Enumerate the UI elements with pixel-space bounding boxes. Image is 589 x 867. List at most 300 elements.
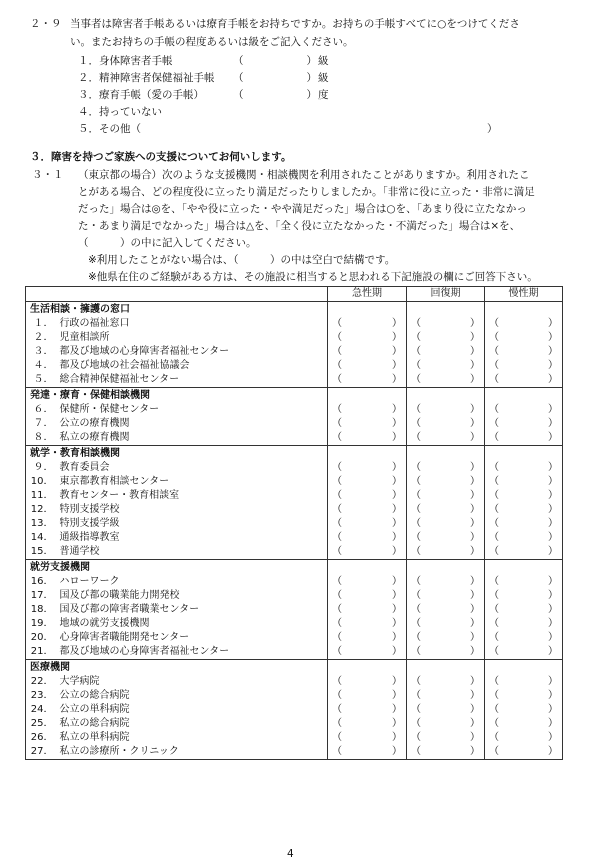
item-name: 都及び地域の心身障害者福祉センター [56, 645, 328, 660]
close-paren: ） [548, 476, 558, 487]
q31-instruction-line: だった」場合は◎を、「やや役に立った・やや満足だった」場合は○を、「あまり役に立たなかっ [78, 203, 527, 215]
item-number: ９． [26, 461, 56, 475]
item-number: ６． [26, 403, 56, 417]
table-section-row [26, 660, 563, 676]
table-row [26, 575, 563, 589]
rating-cell-recovery[interactable] [407, 317, 485, 331]
rating-cell-chronic[interactable] [485, 617, 563, 631]
rating-cell-recovery[interactable] [407, 545, 485, 560]
open-paren: （ [489, 704, 499, 715]
rating-cell-acute[interactable] [328, 689, 407, 703]
table-row [26, 461, 563, 475]
open-paren: （ [411, 404, 421, 415]
table-row [26, 475, 563, 489]
close-paren: ） [548, 632, 558, 643]
rating-cell-chronic[interactable] [485, 331, 563, 345]
table-row [26, 373, 563, 388]
close-paren: ） [548, 418, 558, 429]
close-paren: ） [470, 432, 480, 443]
open-paren: （ [332, 590, 342, 601]
rating-cell-acute[interactable] [328, 745, 407, 760]
rating-cell-acute[interactable] [328, 631, 407, 645]
close-paren: ） [392, 418, 402, 429]
rating-cell-chronic[interactable] [485, 503, 563, 517]
rating-cell-recovery[interactable] [407, 403, 485, 417]
open-paren: （ [332, 476, 342, 487]
item-name: 教育委員会 [56, 461, 328, 475]
open-paren: （ [332, 318, 342, 329]
rating-cell-chronic[interactable] [485, 745, 563, 760]
open-paren: （ [489, 404, 499, 415]
rating-cell-recovery[interactable] [407, 603, 485, 617]
close-paren: ） [470, 632, 480, 643]
rating-cell-recovery[interactable] [407, 517, 485, 531]
close-paren: ） [392, 462, 402, 473]
table-row [26, 359, 563, 373]
rating-cell-recovery[interactable] [407, 575, 485, 589]
open-paren: （ [411, 360, 421, 371]
item-name: 特別支援学校 [56, 503, 328, 517]
item-name: 大学病院 [56, 675, 328, 689]
open-paren: （ [332, 404, 342, 415]
open-paren: （ [411, 332, 421, 343]
open-paren: （ [489, 518, 499, 529]
item-number: 27． [26, 745, 56, 760]
rating-cell-acute[interactable] [328, 675, 407, 689]
rating-cell-acute[interactable] [328, 545, 407, 560]
section-spacer-cell [407, 446, 485, 462]
item-number: ４． [26, 359, 56, 373]
close-paren: ） [392, 704, 402, 715]
open-paren: （ [411, 432, 421, 443]
open-paren: （ [489, 462, 499, 473]
section-spacer-cell [328, 302, 407, 318]
item-name: 都及び地域の心身障害者福祉センター [56, 345, 328, 359]
close-paren: ） [392, 576, 402, 587]
table-row [26, 545, 563, 560]
close-paren: ） [470, 704, 480, 715]
open-paren: （ [489, 690, 499, 701]
table-row [26, 703, 563, 717]
q29-option-blank[interactable]: （ ） [233, 72, 317, 84]
q29-option-unit: 級 [318, 55, 329, 67]
section-title: 就労支援機関 [26, 560, 328, 576]
open-paren: （ [332, 618, 342, 629]
item-number: 14． [26, 531, 56, 545]
rating-cell-chronic[interactable] [485, 461, 563, 475]
rating-cell-recovery[interactable] [407, 461, 485, 475]
close-paren: ） [392, 332, 402, 343]
open-paren: （ [489, 332, 499, 343]
close-paren: ） [548, 546, 558, 557]
close-paren: ） [392, 360, 402, 371]
item-name: 私立の単科病院 [56, 731, 328, 745]
open-paren: （ [332, 432, 342, 443]
rating-cell-chronic[interactable] [485, 403, 563, 417]
close-paren: ） [392, 632, 402, 643]
item-number: 26． [26, 731, 56, 745]
table-section-row [26, 388, 563, 404]
close-paren: ） [470, 418, 480, 429]
open-paren: （ [332, 374, 342, 385]
rating-cell-chronic[interactable] [485, 731, 563, 745]
rating-cell-chronic[interactable] [485, 475, 563, 489]
rating-cell-recovery[interactable] [407, 359, 485, 373]
rating-cell-acute[interactable] [328, 359, 407, 373]
table-row [26, 675, 563, 689]
rating-cell-acute[interactable] [328, 331, 407, 345]
item-name: 普通学校 [56, 545, 328, 560]
item-number: 23． [26, 689, 56, 703]
table-section-row [26, 446, 563, 462]
open-paren: （ [411, 532, 421, 543]
rating-cell-acute[interactable] [328, 317, 407, 331]
item-name: 私立の療育機関 [56, 431, 328, 446]
close-paren: ） [470, 346, 480, 357]
rating-cell-chronic[interactable] [485, 531, 563, 545]
close-paren: ） [470, 618, 480, 629]
open-paren: （ [489, 646, 499, 657]
item-name: 地域の就労支援機関 [56, 617, 328, 631]
item-name: 心身障害者職能開発センター [56, 631, 328, 645]
rating-cell-recovery[interactable] [407, 645, 485, 660]
q29-number: ２・９ [30, 18, 62, 30]
rating-cell-chronic[interactable] [485, 517, 563, 531]
close-paren: ） [392, 532, 402, 543]
close-paren: ） [548, 490, 558, 501]
q29-option-label: ４．持っていない [78, 106, 162, 118]
table-row [26, 345, 563, 359]
section-spacer-cell [485, 560, 563, 576]
section-title: 生活相談・擁護の窓口 [26, 302, 328, 318]
table-row [26, 417, 563, 431]
open-paren: （ [411, 374, 421, 385]
item-name: 児童相談所 [56, 331, 328, 345]
open-paren: （ [489, 546, 499, 557]
rating-cell-acute[interactable] [328, 589, 407, 603]
item-number: 16． [26, 575, 56, 589]
rating-cell-acute[interactable] [328, 417, 407, 431]
close-paren: ） [548, 518, 558, 529]
open-paren: （ [489, 632, 499, 643]
close-paren: ） [470, 646, 480, 657]
rating-cell-acute[interactable] [328, 645, 407, 660]
item-number: １． [26, 317, 56, 331]
rating-cell-recovery[interactable] [407, 417, 485, 431]
note-unused: ※利用したことがない場合は、（ ）の中は空白で結構です。 [88, 254, 396, 266]
open-paren: （ [411, 590, 421, 601]
section-spacer-cell [328, 660, 407, 676]
close-paren: ） [470, 718, 480, 729]
rating-cell-chronic[interactable] [485, 589, 563, 603]
open-paren: （ [411, 604, 421, 615]
item-name: 公立の療育機関 [56, 417, 328, 431]
table-row [26, 689, 563, 703]
support-agency-table [25, 286, 563, 760]
rating-cell-chronic[interactable] [485, 359, 563, 373]
open-paren: （ [489, 418, 499, 429]
close-paren: ） [548, 360, 558, 371]
q31-number: ３・１ [32, 169, 64, 181]
close-paren: ） [392, 374, 402, 385]
rating-cell-chronic[interactable] [485, 717, 563, 731]
open-paren: （ [411, 632, 421, 643]
open-paren: （ [489, 732, 499, 743]
open-paren: （ [411, 346, 421, 357]
rating-cell-recovery[interactable] [407, 345, 485, 359]
close-paren: ） [392, 504, 402, 515]
q31-instruction-line: た・あまり満足でなかった」場合は△を、「全く役に立たなかった・不満だった」場合は×を、 [78, 220, 521, 232]
item-number: ２． [26, 331, 56, 345]
rating-cell-chronic[interactable] [485, 631, 563, 645]
rating-cell-acute[interactable] [328, 531, 407, 545]
close-paren: ） [548, 704, 558, 715]
rating-cell-acute[interactable] [328, 403, 407, 417]
q29-option-blank[interactable]: （ ） [233, 89, 317, 101]
item-name: ハローワーク [56, 575, 328, 589]
rating-cell-recovery[interactable] [407, 475, 485, 489]
rating-cell-acute[interactable] [328, 603, 407, 617]
rating-cell-chronic[interactable] [485, 431, 563, 446]
item-number: ３． [26, 345, 56, 359]
rating-cell-recovery[interactable] [407, 503, 485, 517]
open-paren: （ [332, 632, 342, 643]
table-row [26, 531, 563, 545]
rating-cell-recovery[interactable] [407, 717, 485, 731]
close-paren: ） [470, 374, 480, 385]
table-row [26, 603, 563, 617]
rating-cell-chronic[interactable] [485, 689, 563, 703]
open-paren: （ [411, 418, 421, 429]
open-paren: （ [332, 704, 342, 715]
table-row [26, 503, 563, 517]
section3-title: ３．障害を持つご家族への支援についてお伺いします。 [30, 151, 292, 163]
rating-cell-chronic[interactable] [485, 645, 563, 660]
header-chronic: 慢性期 [485, 287, 563, 302]
close-paren: ） [392, 432, 402, 443]
q29-text-line2: い。またお持ちの手帳の程度あるいは級をご記入ください。 [70, 36, 354, 48]
open-paren: （ [332, 646, 342, 657]
open-paren: （ [489, 618, 499, 629]
close-paren: ） [548, 576, 558, 587]
table-header-row [26, 287, 563, 302]
open-paren: （ [332, 360, 342, 371]
section-spacer-cell [485, 446, 563, 462]
close-paren: ） [470, 360, 480, 371]
open-paren: （ [332, 604, 342, 615]
close-paren: ） [470, 590, 480, 601]
rating-cell-chronic[interactable] [485, 603, 563, 617]
close-paren: ） [470, 676, 480, 687]
rating-cell-chronic[interactable] [485, 317, 563, 331]
q29-option-unit: 度 [318, 89, 329, 101]
item-name: 特別支援学級 [56, 517, 328, 531]
close-paren: ） [470, 504, 480, 515]
q31-instruction-line: とがある場合、どの程度役に立ったり満足だったりしましたか。「非常に役に立った・非常に満足 [78, 186, 535, 198]
rating-cell-acute[interactable] [328, 431, 407, 446]
open-paren: （ [411, 704, 421, 715]
q29-option-unit: 級 [318, 72, 329, 84]
open-paren: （ [489, 746, 499, 757]
rating-cell-chronic[interactable] [485, 575, 563, 589]
header-acute: 急性期 [328, 287, 407, 302]
open-paren: （ [411, 546, 421, 557]
rating-cell-chronic[interactable] [485, 545, 563, 560]
close-paren: ） [548, 532, 558, 543]
rating-cell-acute[interactable] [328, 717, 407, 731]
rating-cell-recovery[interactable] [407, 745, 485, 760]
item-name: 公立の単科病院 [56, 703, 328, 717]
close-paren: ） [548, 590, 558, 601]
item-name: 国及び都の障害者職業センター [56, 603, 328, 617]
section-title: 発達・療育・保健相談機関 [26, 388, 328, 404]
item-number: 13． [26, 517, 56, 531]
rating-cell-acute[interactable] [328, 517, 407, 531]
section-spacer-cell [328, 388, 407, 404]
close-paren: ） [392, 690, 402, 701]
open-paren: （ [489, 432, 499, 443]
open-paren: （ [332, 676, 342, 687]
item-number: ７． [26, 417, 56, 431]
close-paren: ） [548, 318, 558, 329]
open-paren: （ [411, 518, 421, 529]
close-paren: ） [392, 404, 402, 415]
item-name: 総合精神保健福祉センター [56, 373, 328, 388]
rating-cell-chronic[interactable] [485, 675, 563, 689]
rating-cell-acute[interactable] [328, 575, 407, 589]
open-paren: （ [411, 690, 421, 701]
open-paren: （ [411, 318, 421, 329]
section-spacer-cell [328, 560, 407, 576]
note-other-prefecture: ※他県在住のご経験がある方は、その施設に相当すると思われる下記施設の欄にご回答下さい。 [88, 271, 538, 283]
close-paren: ） [392, 590, 402, 601]
open-paren: （ [489, 718, 499, 729]
rating-cell-acute[interactable] [328, 475, 407, 489]
q29-text-line1: 当事者は障害者手帳あるいは療育手帳をお持ちですか。お持ちの手帳すべてに○をつけてくださ [70, 18, 520, 30]
rating-cell-recovery[interactable] [407, 331, 485, 345]
rating-cell-acute[interactable] [328, 731, 407, 745]
open-paren: （ [489, 590, 499, 601]
item-name: 東京都教育相談センター [56, 475, 328, 489]
item-name: 私立の総合病院 [56, 717, 328, 731]
close-paren: ） [548, 676, 558, 687]
section-spacer-cell [407, 388, 485, 404]
header-blank [26, 287, 328, 302]
rating-cell-chronic[interactable] [485, 345, 563, 359]
rating-cell-recovery[interactable] [407, 731, 485, 745]
q29-option-label: ５．その他（ [78, 123, 141, 135]
item-number: 25． [26, 717, 56, 731]
rating-cell-chronic[interactable] [485, 417, 563, 431]
close-paren: ） [392, 604, 402, 615]
rating-cell-recovery[interactable] [407, 373, 485, 388]
close-paren: ） [548, 604, 558, 615]
open-paren: （ [411, 504, 421, 515]
q29-option-label: ２．精神障害者保健福祉手帳 [78, 72, 215, 84]
rating-cell-recovery[interactable] [407, 631, 485, 645]
open-paren: （ [489, 490, 499, 501]
item-number: 22． [26, 675, 56, 689]
item-number: 21． [26, 645, 56, 660]
item-number: 19． [26, 617, 56, 631]
item-name: 通級指導教室 [56, 531, 328, 545]
rating-cell-recovery[interactable] [407, 675, 485, 689]
table-section-row [26, 302, 563, 318]
rating-cell-recovery[interactable] [407, 489, 485, 503]
close-paren: ） [392, 618, 402, 629]
item-number: 24． [26, 703, 56, 717]
close-paren: ） [470, 518, 480, 529]
close-paren: ） [392, 718, 402, 729]
close-paren: ） [548, 690, 558, 701]
close-paren: ） [470, 532, 480, 543]
close-paren: ） [392, 490, 402, 501]
rating-cell-acute[interactable] [328, 461, 407, 475]
section-spacer-cell [407, 660, 485, 676]
open-paren: （ [332, 346, 342, 357]
close-paren: ） [548, 504, 558, 515]
rating-cell-chronic[interactable] [485, 703, 563, 717]
rating-cell-acute[interactable] [328, 489, 407, 503]
q29-option-blank[interactable]: （ ） [233, 55, 317, 67]
rating-cell-recovery[interactable] [407, 531, 485, 545]
rating-cell-chronic[interactable] [485, 373, 563, 388]
open-paren: （ [411, 746, 421, 757]
rating-cell-recovery[interactable] [407, 703, 485, 717]
rating-cell-recovery[interactable] [407, 617, 485, 631]
section-spacer-cell [407, 302, 485, 318]
close-paren: ） [548, 746, 558, 757]
rating-cell-acute[interactable] [328, 703, 407, 717]
close-paren: ） [548, 346, 558, 357]
rating-cell-recovery[interactable] [407, 431, 485, 446]
open-paren: （ [411, 646, 421, 657]
open-paren: （ [411, 490, 421, 501]
table-row [26, 403, 563, 417]
rating-cell-recovery[interactable] [407, 589, 485, 603]
q29-option-label: １．身体障害者手帳 [78, 55, 173, 67]
close-paren: ） [470, 546, 480, 557]
section-title: 就学・教育相談機関 [26, 446, 328, 462]
table-row [26, 745, 563, 760]
table-section-row [26, 560, 563, 576]
table-row [26, 489, 563, 503]
item-name: 国及び都の職業能力開発校 [56, 589, 328, 603]
rating-cell-acute[interactable] [328, 373, 407, 388]
open-paren: （ [332, 332, 342, 343]
rating-cell-chronic[interactable] [485, 489, 563, 503]
close-paren: ） [392, 746, 402, 757]
item-name: 都及び地域の社会福祉協議会 [56, 359, 328, 373]
close-paren: ） [470, 746, 480, 757]
rating-cell-acute[interactable] [328, 345, 407, 359]
rating-cell-acute[interactable] [328, 617, 407, 631]
rating-cell-recovery[interactable] [407, 689, 485, 703]
item-number: 12． [26, 503, 56, 517]
open-paren: （ [332, 746, 342, 757]
open-paren: （ [411, 476, 421, 487]
q31-instruction-line: （ ）の中に記入してください。 [78, 237, 257, 249]
item-number: 15． [26, 545, 56, 560]
section-spacer-cell [485, 388, 563, 404]
close-paren: ） [470, 462, 480, 473]
item-name: 教育センター・教育相談室 [56, 489, 328, 503]
rating-cell-acute[interactable] [328, 503, 407, 517]
close-paren: ） [392, 518, 402, 529]
close-paren: ） [392, 476, 402, 487]
open-paren: （ [332, 418, 342, 429]
item-number: 10． [26, 475, 56, 489]
